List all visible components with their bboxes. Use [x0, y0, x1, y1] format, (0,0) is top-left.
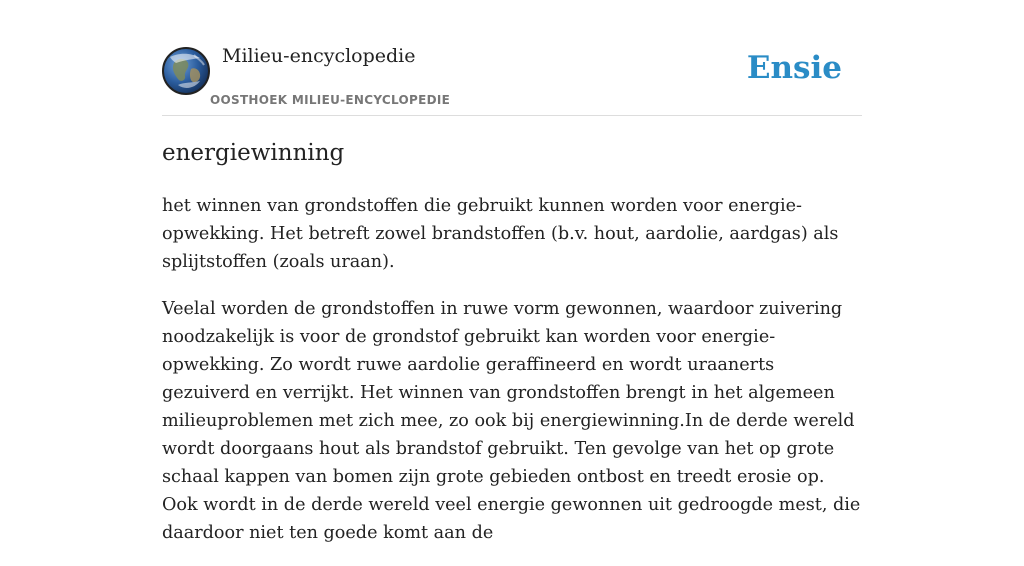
- entry-paragraph: Veelal worden de grondstoffen in ruwe vorm gewonnen, waardoor zuivering noodzakelijk is voor de grondstof gebruikt kan worden voor energie-opwekking. Zo wordt ruwe aardolie geraffineerd en wordt uraanerts gezuiverd en verrijkt. Het winnen van grondstoffen brengt in het algemeen milieuproblemen met zich mee, zo ook bij energiewinning.In de derde wereld wordt doorgaans hout als brandstof gebruikt. Ten gevolge van het op grote schaal kappen van bomen zijn grote gebieden ontbost en treedt erosie op. Ook wordt in de derde wereld veel energie gewonnen uit gedroogde mest, die daardoor niet ten goede komt aan de: [162, 299, 861, 543]
- site-subtitle[interactable]: OOSTHOEK MILIEU-ENCYCLOPEDIE: [210, 93, 451, 107]
- entry-title: energiewinning: [162, 140, 345, 166]
- entry-paragraph: het winnen van grondstoffen die gebruikt kunnen worden voor energie-opwekking. Het betreft zowel brandstoffen (b.v. hout, aardolie, aardgas) als splijtstoffen (zoals uraan).: [162, 196, 839, 272]
- entry-content: [162, 192, 862, 566]
- earth-globe-icon[interactable]: [162, 47, 210, 95]
- ensie-logo-link[interactable]: Ensie: [746, 50, 842, 86]
- page: [162, 0, 862, 543]
- site-title[interactable]: Milieu-encyclopedie: [222, 45, 416, 67]
- site-header: [162, 0, 862, 116]
